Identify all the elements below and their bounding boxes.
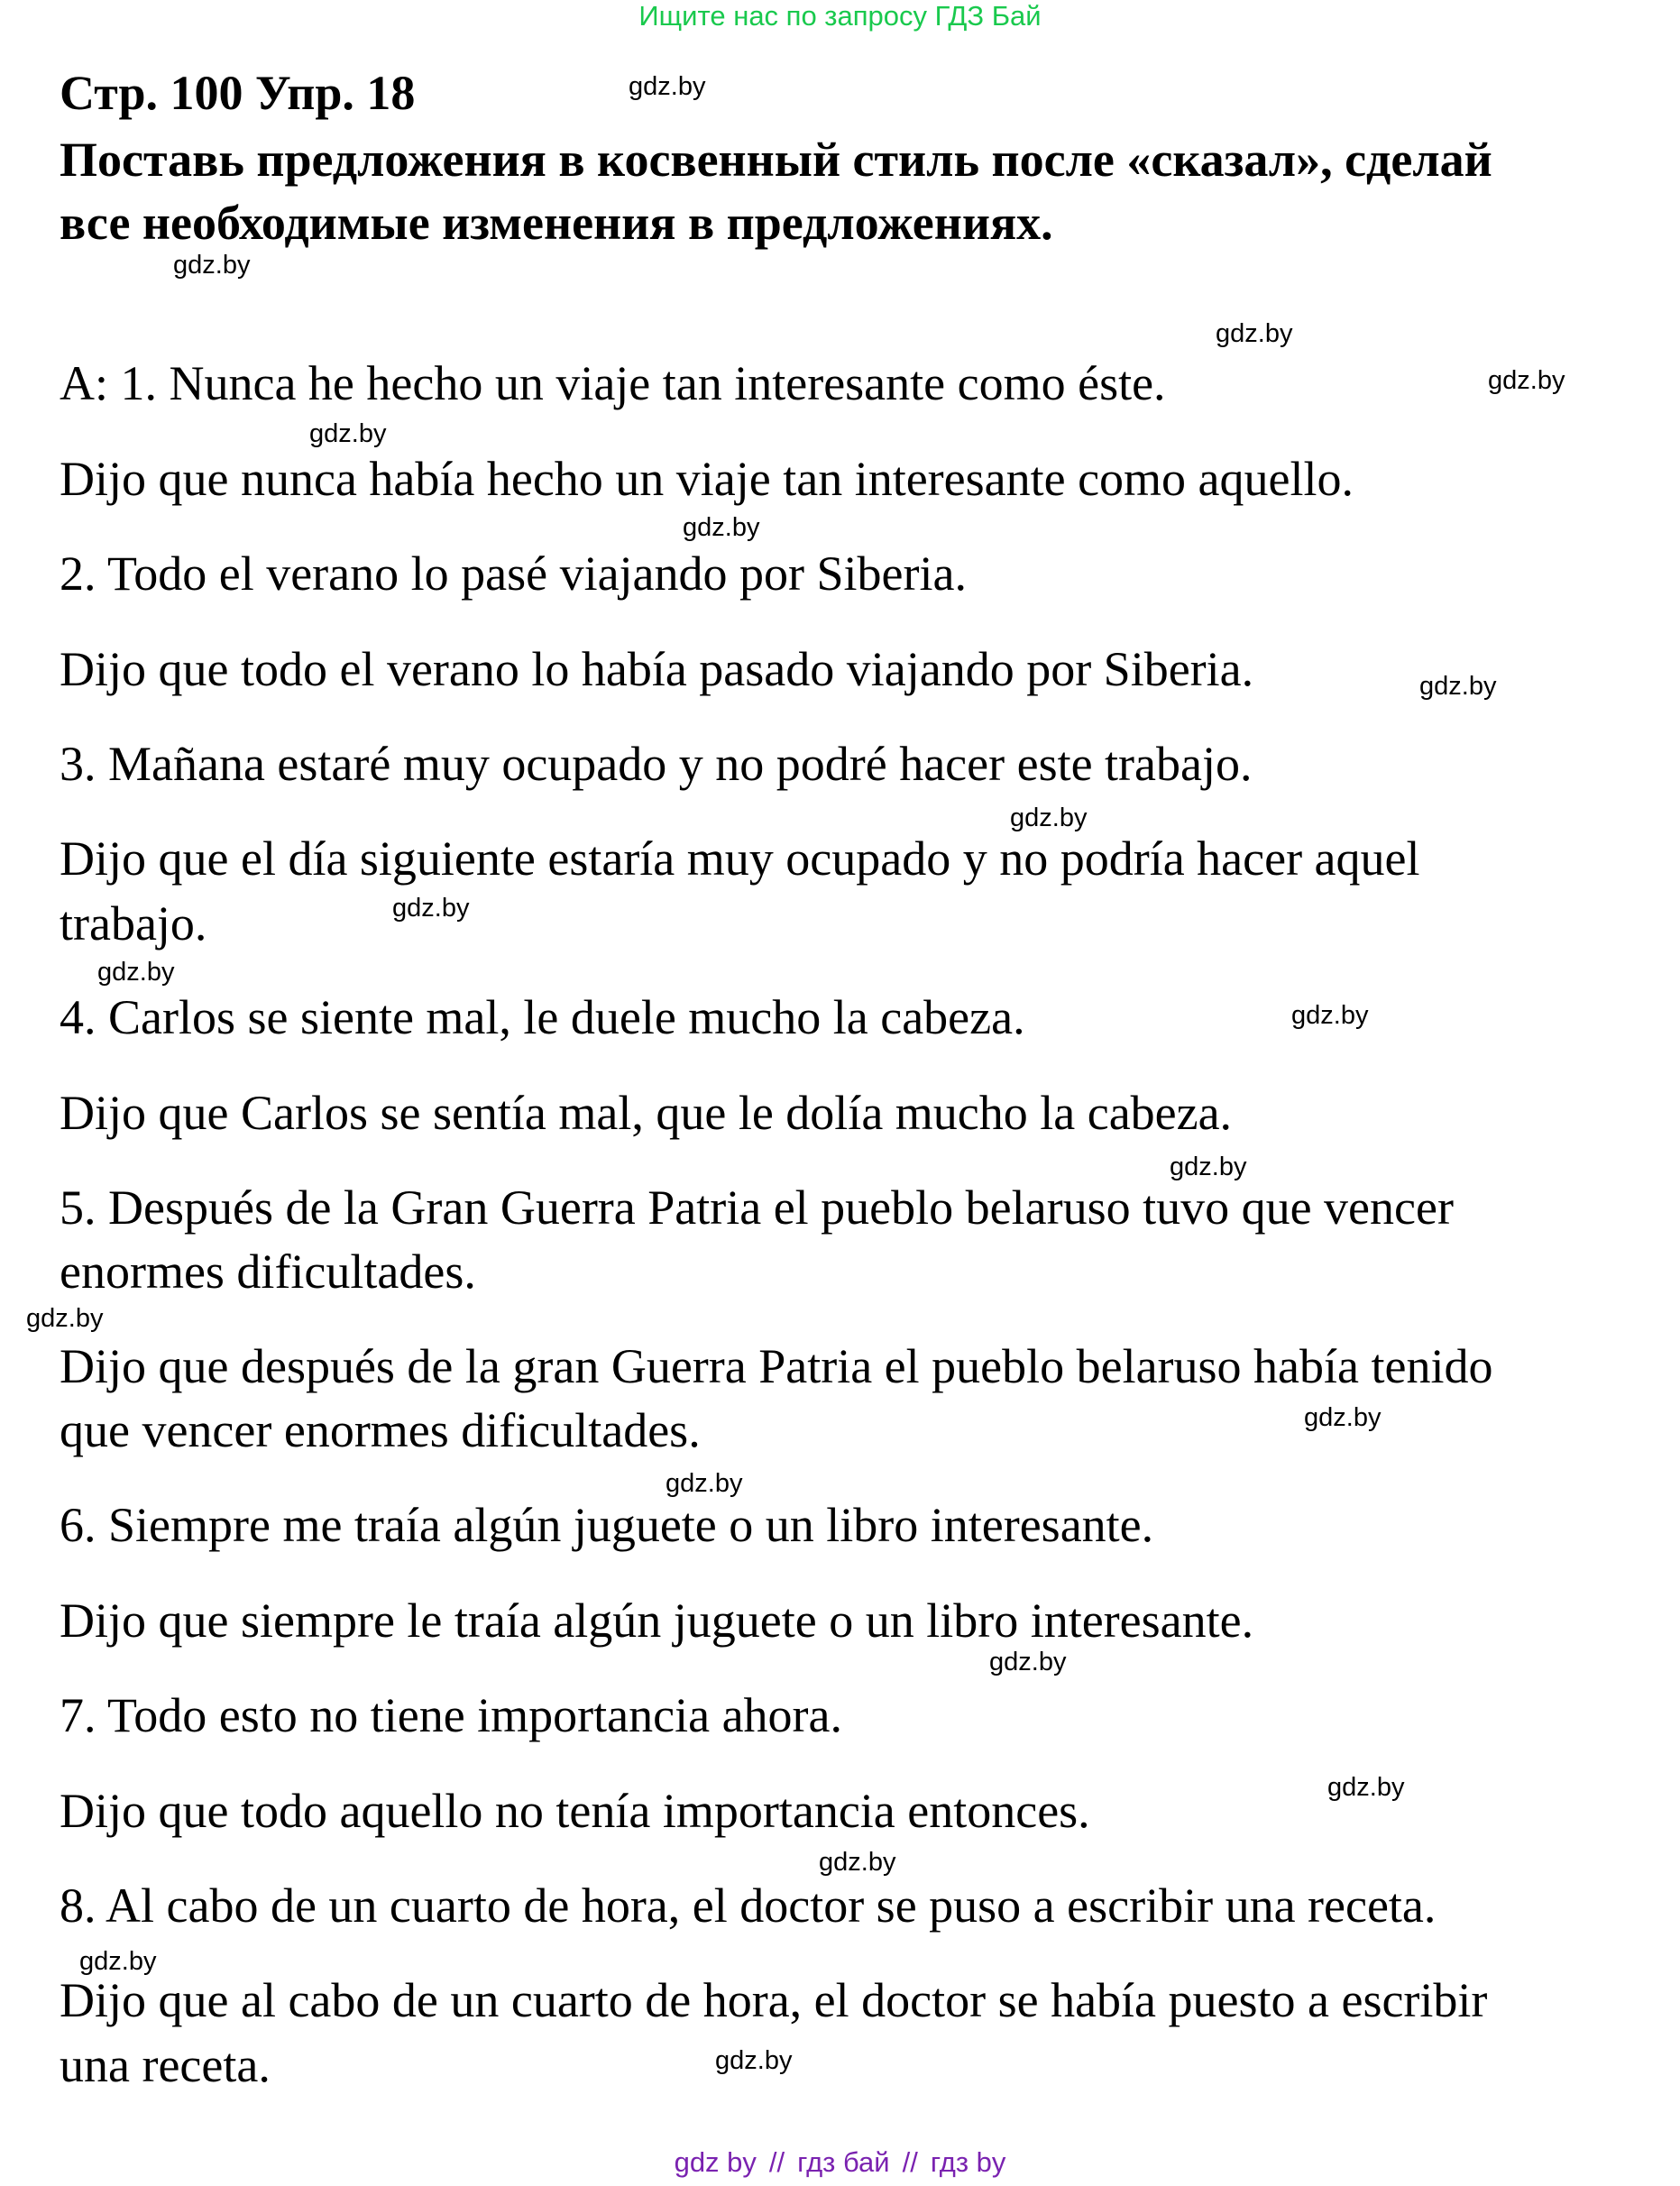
watermark: gdz.by xyxy=(1327,1773,1405,1802)
footer-link-gdz-by[interactable]: gdz by xyxy=(674,2146,757,2178)
page-title: Стр. 100 Упр. 18 xyxy=(60,66,416,120)
sentence-3: 3. Mañana estaré muy ocupado y no podré hacer este trabajo. xyxy=(60,737,1253,791)
answer-3-line-1: Dijo que el día siguiente estaría muy ocupado y no podría hacer aquel xyxy=(60,831,1420,886)
task-line-1: Поставь предложения в косвенный стиль после «сказал», сделай xyxy=(60,133,1492,187)
answer-1: Dijo que nunca había hecho un viaje tan interesante como aquello. xyxy=(60,452,1354,506)
watermark: gdz.by xyxy=(1216,319,1293,348)
sentence-2: 2. Todo el verano lo pasé viajando por Siberia. xyxy=(60,546,967,601)
watermark: gdz.by xyxy=(629,72,706,101)
watermark: gdz.by xyxy=(79,1947,157,1976)
watermark: gdz.by xyxy=(715,2046,793,2075)
sentence-4: 4. Carlos se siente mal, le duele mucho la cabeza. xyxy=(60,990,1025,1044)
footer-separator: // xyxy=(902,2146,918,2178)
watermark: gdz.by xyxy=(1291,1001,1369,1030)
watermark: gdz.by xyxy=(392,894,470,923)
sentence-7: 7. Todo esto no tiene importancia ahora. xyxy=(60,1688,842,1742)
watermark: gdz.by xyxy=(26,1304,104,1333)
watermark: gdz.by xyxy=(1304,1403,1382,1432)
watermark: gdz.by xyxy=(1170,1153,1247,1181)
answer-2: Dijo que todo el verano lo había pasado viajando por Siberia. xyxy=(60,642,1254,696)
answer-3-line-2: trabajo. xyxy=(60,896,207,951)
watermark: gdz.by xyxy=(173,251,251,280)
watermark: gdz.by xyxy=(989,1648,1067,1676)
watermark: gdz.by xyxy=(97,958,175,987)
answer-8-line-1: Dijo que al cabo de un cuarto de hora, el doctor se había puesto a escribir xyxy=(60,1973,1488,2027)
answer-6: Dijo que siempre le traía algún juguete o un libro interesante. xyxy=(60,1594,1254,1648)
top-banner: Ищите нас по запросу ГДЗ Бай xyxy=(638,0,1042,32)
watermark: gdz.by xyxy=(819,1848,896,1877)
answer-7: Dijo que todo aquello no tenía importancia entonces. xyxy=(60,1784,1090,1838)
watermark: gdz.by xyxy=(683,513,760,542)
sentence-6: 6. Siempre me traía algún juguete o un libro interesante. xyxy=(60,1498,1154,1552)
watermark: gdz.by xyxy=(1010,804,1088,832)
watermark: gdz.by xyxy=(309,419,387,448)
watermark: gdz.by xyxy=(1488,366,1565,395)
answer-5-line-1: Dijo que después de la gran Guerra Patria el pueblo belaruso había tenido xyxy=(60,1339,1493,1393)
footer-separator: // xyxy=(768,2146,785,2178)
footer-links xyxy=(0,2146,1680,2179)
watermark: gdz.by xyxy=(1419,672,1497,701)
task-line-2: все необходимые изменения в предложениях. xyxy=(60,196,1053,250)
answer-4: Dijo que Carlos se sentía mal, que le dolía mucho la cabeza. xyxy=(60,1086,1233,1140)
sentence-5-line-2: enormes dificultades. xyxy=(60,1245,476,1299)
sentence-1: A: 1. Nunca he hecho un viaje tan interesante como éste. xyxy=(60,356,1166,410)
sentence-5-line-1: 5. Después de la Gran Guerra Patria el pueblo belaruso tuvo que vencer xyxy=(60,1180,1454,1235)
footer-link-gdz-bai[interactable]: гдз бай xyxy=(797,2146,890,2178)
answer-8-line-2: una receta. xyxy=(60,2038,271,2092)
answer-5-line-2: que vencer enormes dificultades. xyxy=(60,1403,701,1457)
sentence-8: 8. Al cabo de un cuarto de hora, el doctor se puso a escribir una receta. xyxy=(60,1878,1437,1933)
watermark: gdz.by xyxy=(666,1469,743,1498)
footer-link-gdz-by-ru[interactable]: гдз by xyxy=(930,2146,1006,2178)
